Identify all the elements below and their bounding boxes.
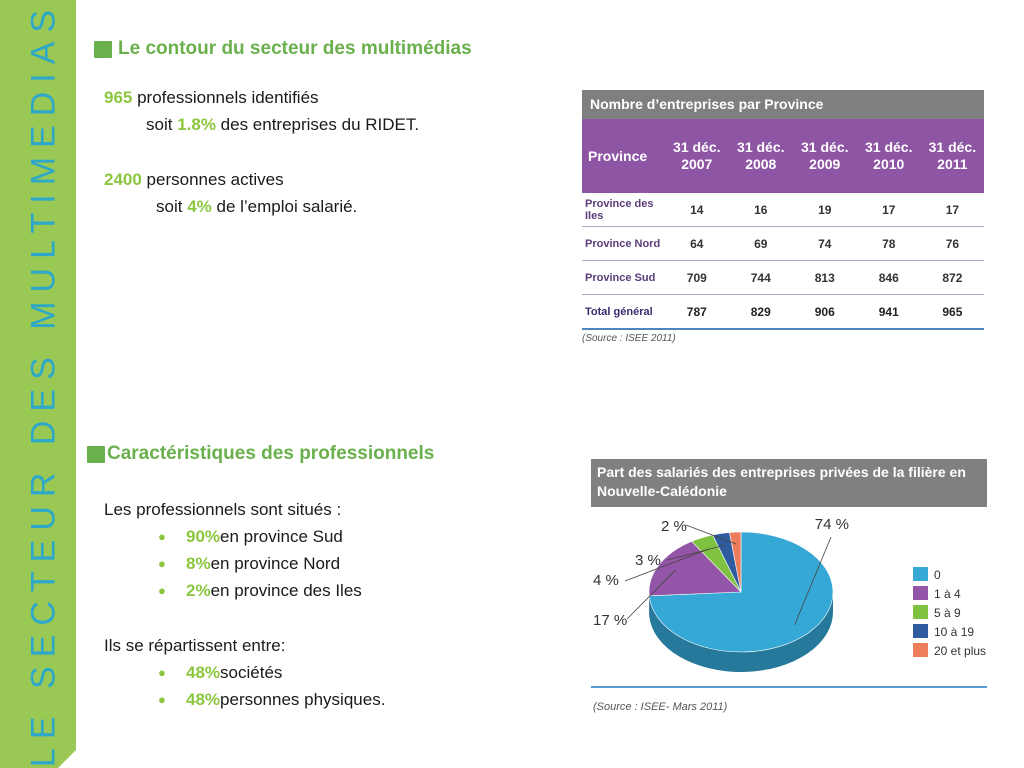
pie-label: 4 %	[593, 572, 619, 589]
table-cell: 19	[793, 193, 857, 227]
intro1: Les professionnels sont situés :	[104, 500, 342, 519]
list-item-value: 8%	[186, 554, 211, 573]
chart-title: Part des salariés des entreprises privées de la filière en Nouvelle-Calédonie	[591, 459, 987, 507]
table-row-total	[582, 295, 984, 330]
table-cell: 787	[665, 295, 729, 330]
stat1-sub-pre: soit	[146, 115, 178, 134]
bullet-dot-icon: ●	[158, 692, 166, 707]
legend-label: 1 à 4	[934, 587, 961, 601]
list-item-value: 48%	[186, 663, 221, 682]
table-cell: 941	[857, 295, 921, 330]
table-header-cell: 31 déc. 2009	[793, 119, 857, 193]
stat1-text: professionnels identifiés	[132, 88, 319, 107]
list-item-value: 90%	[186, 527, 221, 546]
pie-label: 2 %	[661, 518, 687, 535]
stat2-value: 2400	[104, 170, 142, 189]
table-header-cell: 31 déc. 2008	[729, 119, 793, 193]
legend-swatch	[913, 624, 928, 638]
pie-chart-figure	[591, 459, 987, 717]
table-cell: 76	[921, 227, 984, 261]
bullet-dot-icon: ●	[158, 529, 166, 544]
list-item-text: en province Nord	[210, 554, 341, 573]
table-cell: 872	[921, 261, 984, 295]
table-cell: 16	[729, 193, 793, 227]
table-header-cell: 31 déc. 2011	[921, 119, 984, 193]
table-title: Nombre d’entreprises par Province	[582, 90, 984, 119]
list-item	[104, 659, 385, 686]
table-cell: 965	[921, 295, 984, 330]
table-cell: 64	[665, 227, 729, 261]
table-cell: 709	[665, 261, 729, 295]
pie-label: 17 %	[593, 612, 628, 629]
legend-label: 20 et plus	[934, 644, 987, 658]
list-item	[104, 523, 385, 550]
list-item-text: en province Sud	[220, 527, 343, 546]
table-header-cell: 31 déc. 2010	[857, 119, 921, 193]
pie-chart	[591, 507, 987, 687]
table-cell: 14	[665, 193, 729, 227]
table-cell: 744	[729, 261, 793, 295]
stat1-value: 965	[104, 88, 133, 107]
list-item-value: 2%	[186, 581, 211, 600]
legend-label: 10 à 19	[934, 625, 975, 639]
stat2-sub-pre: soit	[156, 197, 188, 216]
list-item	[104, 550, 385, 577]
heading-square-icon	[94, 41, 112, 58]
table-cell: 829	[729, 295, 793, 330]
section-heading-caracteristiques-text: Caractéristiques des professionnels	[107, 443, 435, 464]
table-header-cell: 31 déc. 2007	[665, 119, 729, 193]
legend-swatch	[913, 605, 928, 619]
list-item-value: 48%	[186, 690, 221, 709]
stat1-sub-line	[104, 111, 419, 138]
chart-divider	[591, 686, 987, 688]
list-item-text: en province des Iles	[210, 581, 362, 600]
stat1-sub-value: 1.8%	[177, 115, 216, 134]
intro2: Ils se répartissent entre:	[104, 636, 286, 655]
list-item	[104, 577, 385, 604]
pie-label: 3 %	[635, 552, 661, 569]
province-table-figure	[582, 90, 984, 344]
table-cell: 813	[793, 261, 857, 295]
chart-source: (Source : ISEE- Mars 2011)	[593, 701, 728, 713]
table-cell: 17	[921, 193, 984, 227]
characteristics-block	[104, 496, 385, 713]
table-cell: 17	[857, 193, 921, 227]
table-row	[582, 261, 984, 295]
table-cell: 69	[729, 227, 793, 261]
stat2-sub-line	[104, 193, 419, 220]
list-item	[104, 686, 385, 713]
stat2-sub-post: de l’emploi salarié.	[211, 197, 358, 216]
bullet-dot-icon: ●	[158, 665, 166, 680]
list-item-text: sociétés	[220, 663, 283, 682]
table-row	[582, 227, 984, 261]
stat2-text: personnes actives	[141, 170, 284, 189]
table-cell: Total général	[582, 295, 665, 330]
bullet-dot-icon: ●	[158, 556, 166, 571]
table-header-cell: Province	[582, 119, 665, 193]
stat2-sub-value: 4%	[187, 197, 212, 216]
table-cell: Province Nord	[582, 227, 665, 261]
table-cell: 78	[857, 227, 921, 261]
side-title: LE SECTEUR DES MULTIMEDIAS	[24, 0, 63, 768]
table-row	[582, 193, 984, 227]
heading-square-icon	[87, 446, 105, 463]
pie-label: 74 %	[814, 516, 849, 533]
section-heading-caracteristiques	[87, 443, 434, 465]
legend-swatch	[913, 567, 928, 581]
legend-label: 0	[934, 568, 941, 582]
list-item-text: personnes physiques.	[220, 690, 386, 709]
stat2-line	[104, 166, 419, 193]
page-fold-corner	[58, 750, 76, 768]
legend-swatch	[913, 586, 928, 600]
province-table	[582, 119, 984, 330]
stat1-sub-post: des entreprises du RIDET.	[215, 115, 420, 134]
stats-block	[104, 84, 419, 220]
bullet-dot-icon: ●	[158, 583, 166, 598]
table-cell: 906	[793, 295, 857, 330]
table-source: (Source : ISEE 2011)	[582, 333, 676, 344]
table-header-row	[582, 119, 984, 193]
table-cell: Province Sud	[582, 261, 665, 295]
legend-swatch	[913, 643, 928, 657]
legend-label: 5 à 9	[934, 606, 961, 620]
table-cell: Province des Iles	[582, 193, 665, 227]
section-heading-contour	[94, 38, 472, 60]
table-cell: 74	[793, 227, 857, 261]
table-cell: 846	[857, 261, 921, 295]
stat1-line	[104, 84, 419, 111]
section-heading-contour-text: Le contour du secteur des multimédias	[118, 38, 472, 59]
